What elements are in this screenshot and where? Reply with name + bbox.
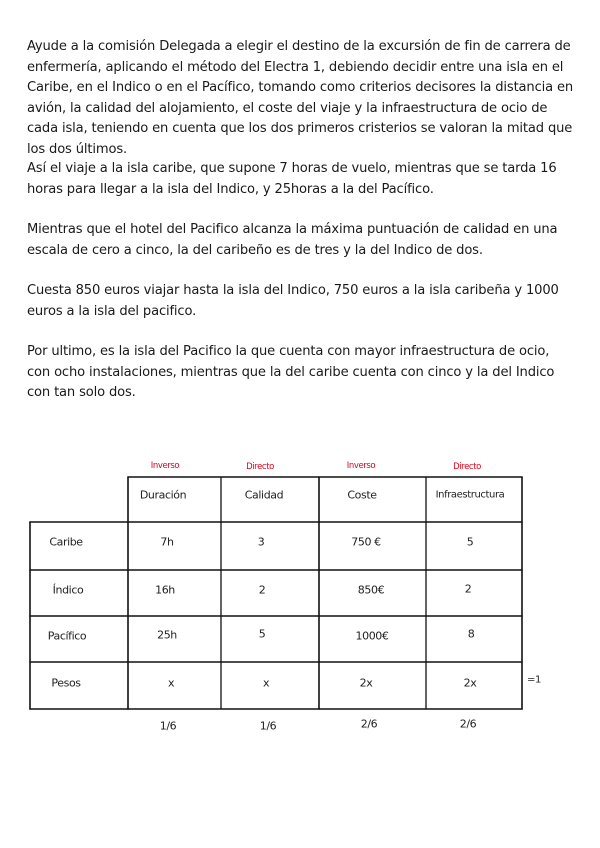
weights-sum-note: =1 bbox=[527, 674, 541, 686]
table-cell: x bbox=[262, 676, 270, 690]
weight-value: 1/6 bbox=[259, 719, 277, 733]
table-cell: 3 bbox=[257, 535, 265, 549]
problem-paragraph: Cuesta 850 euros viajar hasta la isla del Indico, 750 euros a la isla caribeña y 1000 euros a la isla del pacifico. bbox=[27, 283, 559, 319]
problem-paragraph: Por ultimo, es la isla del Pacifico la que cuenta con mayor infraestructura de ocio, con ocho instalaciones, mientras que la del caribe cuenta con cinco y la del Indico con tan solo dos. bbox=[27, 344, 555, 400]
table-cell: 8 bbox=[467, 627, 475, 641]
table-cell: 16h bbox=[155, 583, 175, 597]
column-header: Calidad bbox=[244, 488, 284, 502]
column-header: Coste bbox=[347, 488, 377, 502]
column-header: Infraestructura bbox=[435, 489, 505, 501]
problem-paragraph: Mientras que el hotel del Pacifico alcanza la máxima puntuación de calidad en una escala de cero a cinco, la del caribeño es de tres y la del Indico de dos. bbox=[27, 222, 558, 258]
criterion-type-label: Inverso bbox=[150, 461, 180, 471]
table-cell: 2x bbox=[359, 676, 373, 690]
table-cell: x bbox=[167, 676, 175, 690]
row-label: Caribe bbox=[49, 535, 83, 549]
table-cell: 5 bbox=[466, 535, 474, 549]
table-cell: 750 € bbox=[351, 535, 381, 549]
row-label: Índico bbox=[52, 583, 84, 597]
column-header: Duración bbox=[139, 488, 187, 502]
table-cell: 25h bbox=[157, 628, 177, 642]
problem-paragraph: Así el viaje a la isla caribe, que supone 7 horas de vuelo, mientras que se tarda 16 horas para llegar a la isla del Indico, y 25horas a la del Pacífico. bbox=[27, 161, 557, 197]
row-label: Pacífico bbox=[47, 629, 87, 643]
table-cell: 7h bbox=[160, 535, 174, 549]
table-cell: 2x bbox=[463, 676, 477, 690]
table-cell: 5 bbox=[258, 627, 266, 641]
criterion-type-label: Directo bbox=[246, 462, 274, 472]
table-cell: 850€ bbox=[357, 583, 385, 597]
weight-value: 2/6 bbox=[360, 717, 378, 731]
criterion-type-label: Inverso bbox=[346, 461, 376, 471]
table-cell: 1000€ bbox=[355, 629, 389, 643]
problem-paragraph: Ayude a la comisión Delegada a elegir el destino de la excursión de fin de carrera de enfermería, aplicando el método del Electra 1, debiendo decidir entre una isla en el Caribe, en el Indico o en el Pacífico, tomando como criterios decisores la distancia en avión, la calidad del alojamiento, el coste del viaje y la infraestructura de ocio de cada isla, teniendo en cuenta que los dos primeros cristerios se valoran la mitad que los dos últimos. bbox=[27, 39, 574, 157]
row-label: Pesos bbox=[51, 676, 81, 690]
weight-value: 2/6 bbox=[459, 717, 477, 731]
table-cell: 2 bbox=[464, 582, 472, 596]
table-cell: 2 bbox=[258, 583, 266, 597]
weight-value: 1/6 bbox=[159, 719, 177, 733]
criterion-type-label: Directo bbox=[453, 462, 481, 472]
